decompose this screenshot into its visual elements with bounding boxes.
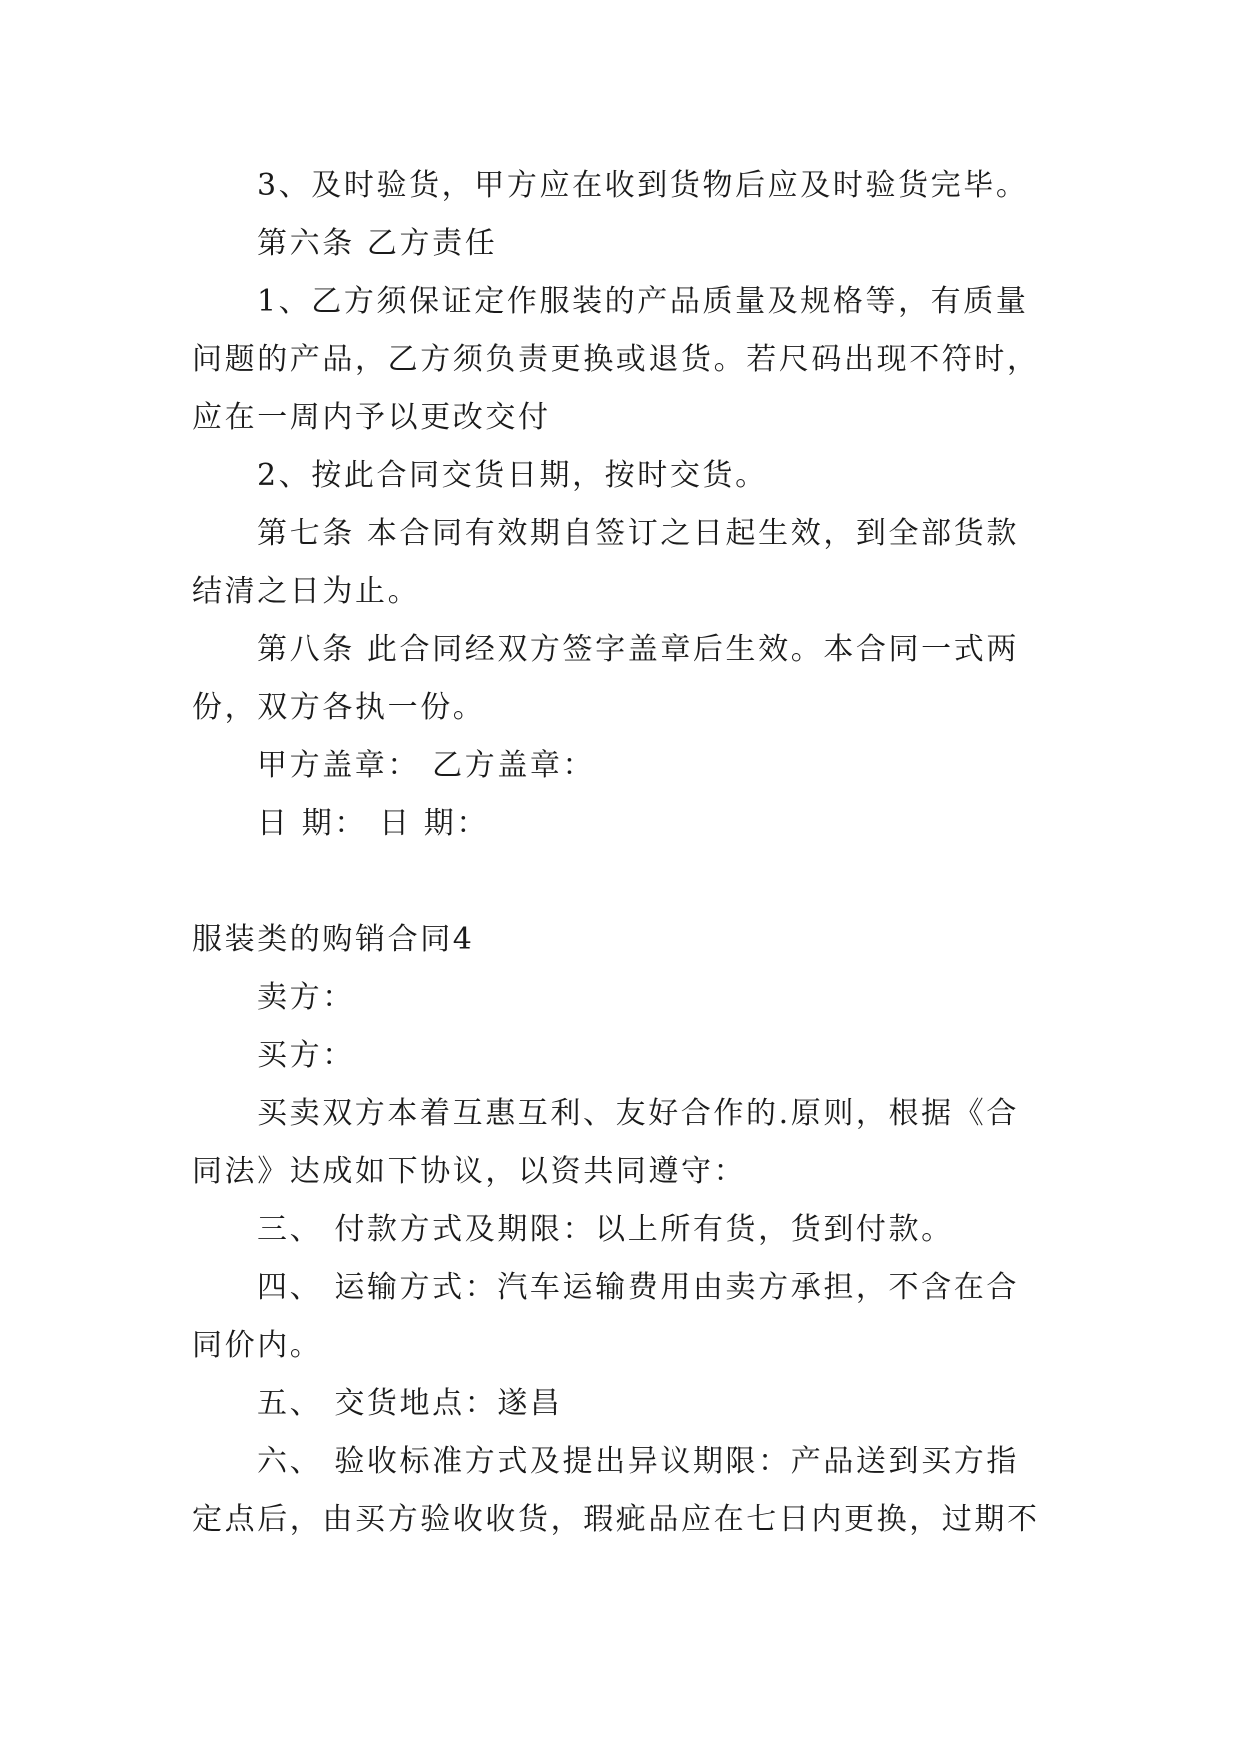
article-7-line-2: 结清之日为止。 [192, 574, 421, 609]
article-7-line-1: 第七条 本合同有效期自签订之日起生效，到全部货款 [257, 516, 1019, 551]
preamble-line-1: 买卖双方本着互惠互利、友好合作的.原则，根据《合 [257, 1096, 1019, 1131]
buyer-line: 买方： [257, 1038, 355, 1073]
clause-4-line-1: 四、 运输方式：汽车运输费用由卖方承担，不含在合 [257, 1270, 1019, 1305]
clause-3: 三、 付款方式及期限：以上所有货，货到付款。 [257, 1212, 954, 1247]
signature-stamp-line: 甲方盖章： 乙方盖章： [257, 748, 596, 783]
section-title: 服装类的购销合同4 [192, 922, 475, 957]
signature-date-line: 日 期： 日 期： [257, 806, 490, 841]
clause-5-item-3: 3、及时验货，甲方应在收到货物后应及时验货完毕。 [257, 168, 1029, 203]
article-6-item-1-line-1: 1、乙方须保证定作服装的产品质量及规格等，有质量 [257, 284, 1029, 319]
article-8-line-1: 第八条 此合同经双方签字盖章后生效。本合同一式两 [257, 632, 1019, 667]
clause-6-line-1: 六、 验收标准方式及提出异议期限：产品送到买方指 [257, 1444, 1019, 1479]
preamble-line-2: 同法》达成如下协议，以资共同遵守： [192, 1154, 747, 1189]
clause-5: 五、 交货地点：遂昌 [257, 1386, 563, 1421]
article-6-item-2: 2、按此合同交货日期，按时交货。 [257, 458, 768, 493]
article-8-line-2: 份，双方各执一份。 [192, 690, 486, 725]
article-6-item-1-line-2: 问题的产品，乙方须负责更换或退货。若尺码出现不符时， [192, 342, 1040, 377]
article-6-item-1-line-3: 应在一周内予以更改交付 [192, 400, 551, 435]
article-6-heading: 第六条 乙方责任 [257, 226, 498, 261]
seller-line: 卖方： [257, 980, 355, 1015]
clause-6-line-2: 定点后，由买方验收收货，瑕疵品应在七日内更换，过期不 [192, 1502, 1040, 1537]
clause-4-line-2: 同价内。 [192, 1328, 323, 1363]
